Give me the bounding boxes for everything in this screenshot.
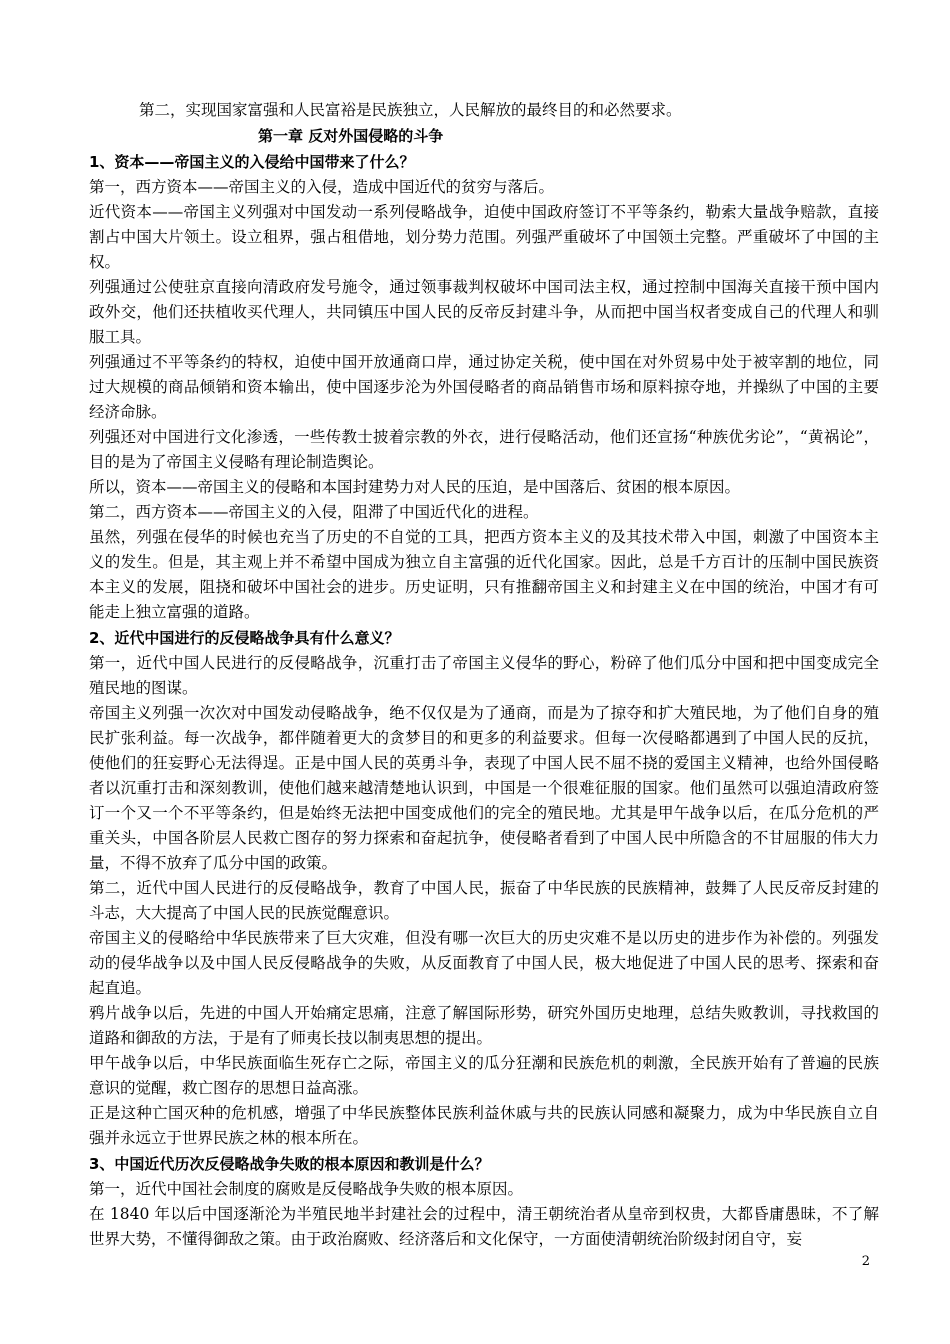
paragraph: 列强还对中国进行文化渗透，一些传教士披着宗教的外衣，进行侵略活动，他们还宣扬“种族优劣论”，“黄祸论”，目的是为了帝国主义侵略有理论制造舆论。 xyxy=(89,428,879,471)
section-1 xyxy=(89,149,879,625)
paragraph: 列强通过公使驻京直接向清政府发号施令，通过领事裁判权破坏中国司法主权，通过控制中国海关直接干预中国内政外交，他们还扶植收买代理人，共同镇压中国人民的反帝反封建斗争，从而把中国当权者变成自己的代理人和驯服工具。 xyxy=(89,278,879,346)
paragraph: 列强通过不平等条约的特权，迫使中国开放通商口岸，通过协定关税，使中国在对外贸易中处于被宰割的地位，同过大规模的商品倾销和资本输出，使中国逐步沦为外国侵略者的商品销售市场和原料掠夺地，并操纵了中国的主要经济命脉。 xyxy=(89,353,879,421)
paragraph: 在 1840 年以后中国逐渐沦为半殖民地半封建社会的过程中，清王朝统治者从皇帝到权贵，大都昏庸愚昧，不了解世界大势，不懂得御敌之策。由于政治腐败、经济落后和文化保守，一方面使清朝统治阶级封闭自守，妄 xyxy=(89,1205,879,1248)
paragraph: 虽然，列强在侵华的时候也充当了历史的不自觉的工具，把西方资本主义的及其技术带入中国，刺激了中国资本主义的发生。但是，其主观上并不希望中国成为独立自主富强的近代化国家。因此，总是千方百计的压制中国民族资本主义的发展，阻挠和破坏中国社会的进步。历史证明，只有推翻帝国主义和封建主义在中国的统治，中国才有可能走上独立富强的道路。 xyxy=(89,528,879,621)
section-question: 3、中国近代历次反侵略战争失败的根本原因和教训是什么？ xyxy=(89,1155,490,1173)
document-body xyxy=(89,98,879,1252)
paragraph: 正是这种亡国灭种的危机感，增强了中华民族整体民族利益休戚与共的民族认同感和凝聚力，成为中华民族自立自强并永远立于世界民族之林的根本所在。 xyxy=(89,1104,879,1147)
paragraph: 第一，近代中国人民进行的反侵略战争，沉重打击了帝国主义侵华的野心，粉碎了他们瓜分中国和把中国变成完全殖民地的图谋。 xyxy=(89,654,879,697)
paragraph: 帝国主义的侵略给中华民族带来了巨大灾难，但没有哪一次巨大的历史灾难不是以历史的进步作为补偿的。列强发动的侵华战争以及中国人民反侵略战争的失败，从反面教育了中国人民，极大地促进了中国人民的思考、探索和奋起直追。 xyxy=(89,929,879,997)
paragraph: 第二，近代中国人民进行的反侵略战争，教育了中国人民，振奋了中华民族的民族精神，鼓舞了人民反帝反封建的斗志，大大提高了中国人民的民族觉醒意识。 xyxy=(89,879,879,922)
chapter-title: 第一章 反对外国侵略的斗争 xyxy=(258,127,444,145)
paragraph: 甲午战争以后，中华民族面临生死存亡之际，帝国主义的瓜分狂潮和民族危机的刺激，全民族开始有了普遍的民族意识的觉醒，救亡图存的思想日益高涨。 xyxy=(89,1054,879,1097)
paragraph: 帝国主义列强一次次对中国发动侵略战争，绝不仅仅是为了通商，而是为了掠夺和扩大殖民地，为了他们自身的殖民扩张利益。每一次战争，都伴随着更大的贪梦目的和更多的利益要求。但每一次侵略都遇到了中国人民的反抗，使他们的狂妄野心无法得逞。正是中国人民的英勇斗争，表现了中国人民不屈不挠的爱国主义精神，也给外国侵略者以沉重打击和深刻教训，使他们越来越清楚地认识到，中国是一个很难征服的国家。他们虽然可以强迫清政府签订一个又一个不平等条约，但是始终无法把中国变成他们的完全的殖民地。尤其是甲午战争以后，在瓜分危机的严重关头，中国各阶层人民救亡图存的努力探索和奋起抗争，使侵略者看到了中国人民中所隐含的不甘屈服的伟大力量，不得不放弃了瓜分中国的政策。 xyxy=(89,704,879,872)
paragraph: 鸦片战争以后，先进的中国人开始痛定思痛，注意了解国际形势，研究外国历史地理，总结失败教训，寻找救国的道路和御敌的方法，于是有了师夷长技以制夷思想的提出。 xyxy=(89,1004,879,1047)
paragraph: 所以，资本——帝国主义的侵略和本国封建势力对人民的压迫，是中国落后、贫困的根本原因。 xyxy=(89,478,741,496)
section-3 xyxy=(89,1151,879,1252)
page-number: 2 xyxy=(861,1254,870,1269)
section-question: 2、近代中国进行的反侵略战争具有什么意义？ xyxy=(89,629,400,647)
paragraph: 第一，近代中国社会制度的腐败是反侵略战争失败的根本原因。 xyxy=(89,1180,524,1198)
section-question: 1、资本——帝国主义的入侵给中国带来了什么？ xyxy=(89,153,415,171)
paragraph: 近代资本——帝国主义列强对中国发动一系列侵略战争，迫使中国政府签订不平等条约，勒索大量战争赔款，直接割占中国大片领土。设立租界，强占租借地，划分势力范围。列强严重破坏了中国领土完整。严重破坏了中国的主权。 xyxy=(89,203,879,271)
section-2 xyxy=(89,625,879,1151)
paragraph: 第二，西方资本——帝国主义的入侵，阻滞了中国近代化的进程。 xyxy=(89,503,539,521)
paragraph: 第一，西方资本——帝国主义的入侵，造成中国近代的贫穷与落后。 xyxy=(89,178,555,196)
intro-line: 第二，实现国家富强和人民富裕是民族独立，人民解放的最终目的和必然要求。 xyxy=(139,101,682,119)
